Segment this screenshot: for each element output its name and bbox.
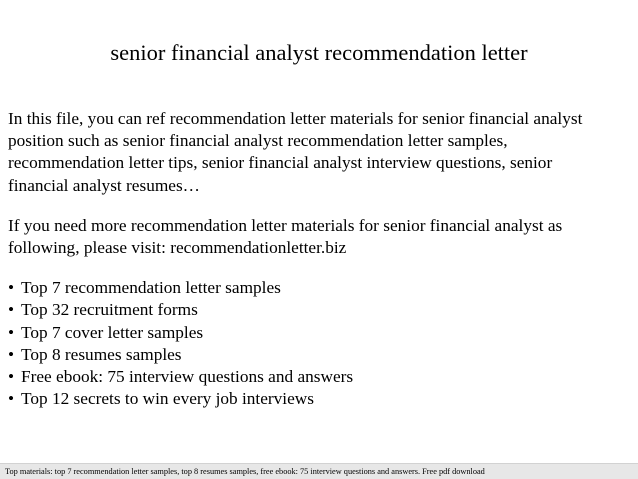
bullet-icon: • (8, 344, 15, 364)
list-item-label: Free ebook: 75 interview questions and answers (21, 367, 354, 387)
list-item (8, 299, 634, 321)
bullet-icon: • (8, 278, 15, 298)
bullet-icon: • (8, 367, 15, 387)
list-item-label: Top 7 recommendation letter samples (21, 278, 281, 298)
list-item-label: Top 32 recruitment forms (21, 300, 198, 320)
list-item-label: Top 7 cover letter samples (21, 322, 204, 342)
bullet-icon: • (8, 322, 15, 342)
bullet-icon: • (8, 389, 15, 409)
list-item (8, 366, 634, 388)
bullet-icon: • (8, 300, 15, 320)
list-item (8, 388, 634, 410)
list-item-label: Top 8 resumes samples (21, 344, 182, 364)
list-item (8, 277, 634, 299)
visit-paragraph: If you need more recommendation letter materials for senior financial analyst as following, please visit: recommendationletter.biz (8, 215, 563, 258)
intro-paragraph: In this file, you can ref recommendation letter materials for senior financial analyst position such as senior financial analyst recommendation letter samples, recommendation letter tips, senior financial analyst interview questions, senior financial analyst resumes… (8, 109, 583, 195)
document-body (8, 108, 634, 410)
footer-bar (0, 463, 638, 479)
footer-text: Top materials: top 7 recommendation letter samples, top 8 resumes samples, free ebook: 75 interview questions and answers. Free pdf download (5, 467, 485, 476)
list-item (8, 344, 634, 366)
materials-list (8, 277, 634, 410)
document-title: senior financial analyst recommendation letter (110, 40, 528, 65)
list-item (8, 322, 634, 344)
list-item-label: Top 12 secrets to win every job interviews (21, 389, 314, 409)
